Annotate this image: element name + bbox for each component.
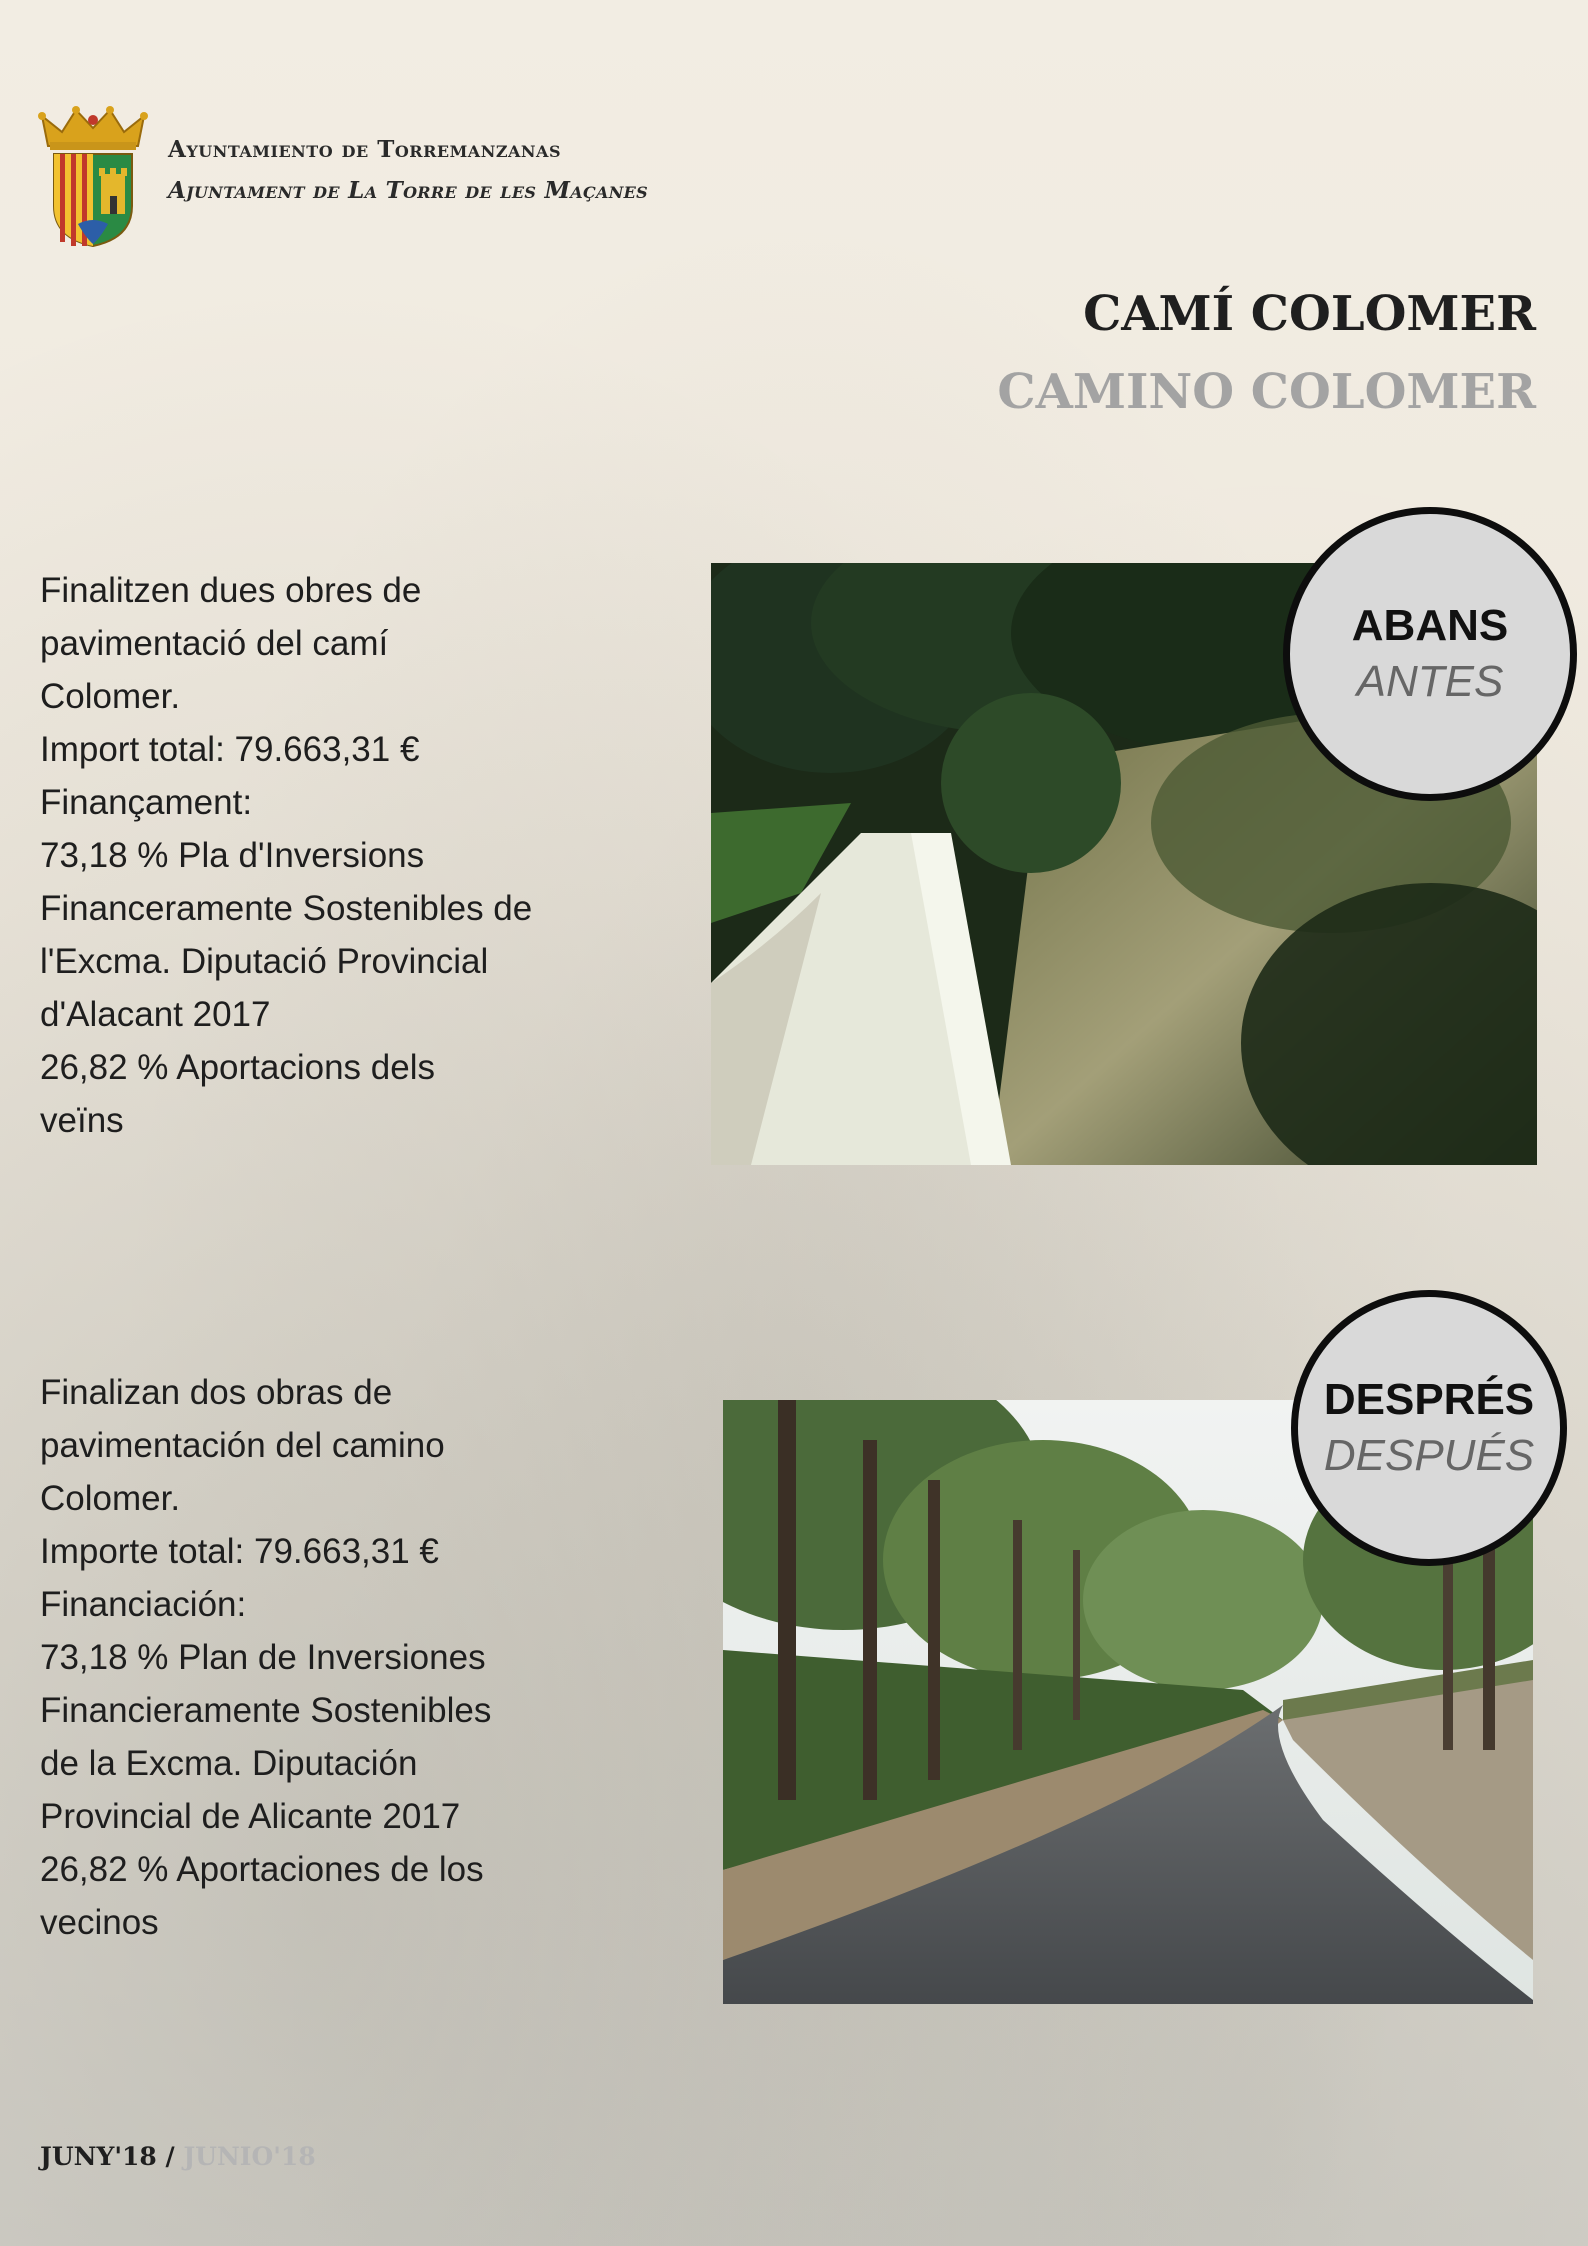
before-badge	[1283, 507, 1577, 801]
council-name	[168, 136, 648, 204]
title-spanish: CAMINO COLOMER	[997, 364, 1536, 420]
coat-of-arms-icon	[38, 106, 148, 248]
after-badge-sublabel: DESPUÉS	[1323, 1431, 1535, 1480]
page-title	[997, 286, 1536, 420]
before-badge-label: ABANS	[1351, 601, 1509, 650]
crown-icon	[38, 106, 148, 150]
before-description: Finalitzen dues obres de pavimentació del camí Colomer. Import total: 79.663,31 € Finançament: 73,18 % Pla d'Inversions Financeramente Sostenibles de l'Excma. Diputació Provincial d'Alacant 2017 26,82 % Aportacions dels veïns	[40, 571, 533, 1140]
after-badge-label: DESPRÉS	[1323, 1375, 1535, 1424]
council-name-valencian: Ajuntament de La Torre de les Maçanes	[168, 177, 648, 204]
footer-date-valencian: JUNY'18 /	[40, 2142, 175, 2171]
after-badge	[1291, 1290, 1567, 1566]
footer-date	[40, 2142, 316, 2171]
council-name-spanish: Ayuntamiento de Torremanzanas	[168, 136, 562, 163]
title-valencian: CAMÍ COLOMER	[1083, 286, 1536, 342]
after-description: Finalizan dos obras de pavimentación del camino Colomer. Importe total: 79.663,31 € Financiación: 73,18 % Plan de Inversiones Financieramente Sostenibles de la Excma. Diputación Provincial de Alicante 2017 26,82 % Aportaciones de los vecinos	[40, 1373, 492, 1942]
footer-date-spanish: JUNIO'18	[183, 2142, 316, 2171]
before-badge-sublabel: ANTES	[1356, 657, 1504, 706]
